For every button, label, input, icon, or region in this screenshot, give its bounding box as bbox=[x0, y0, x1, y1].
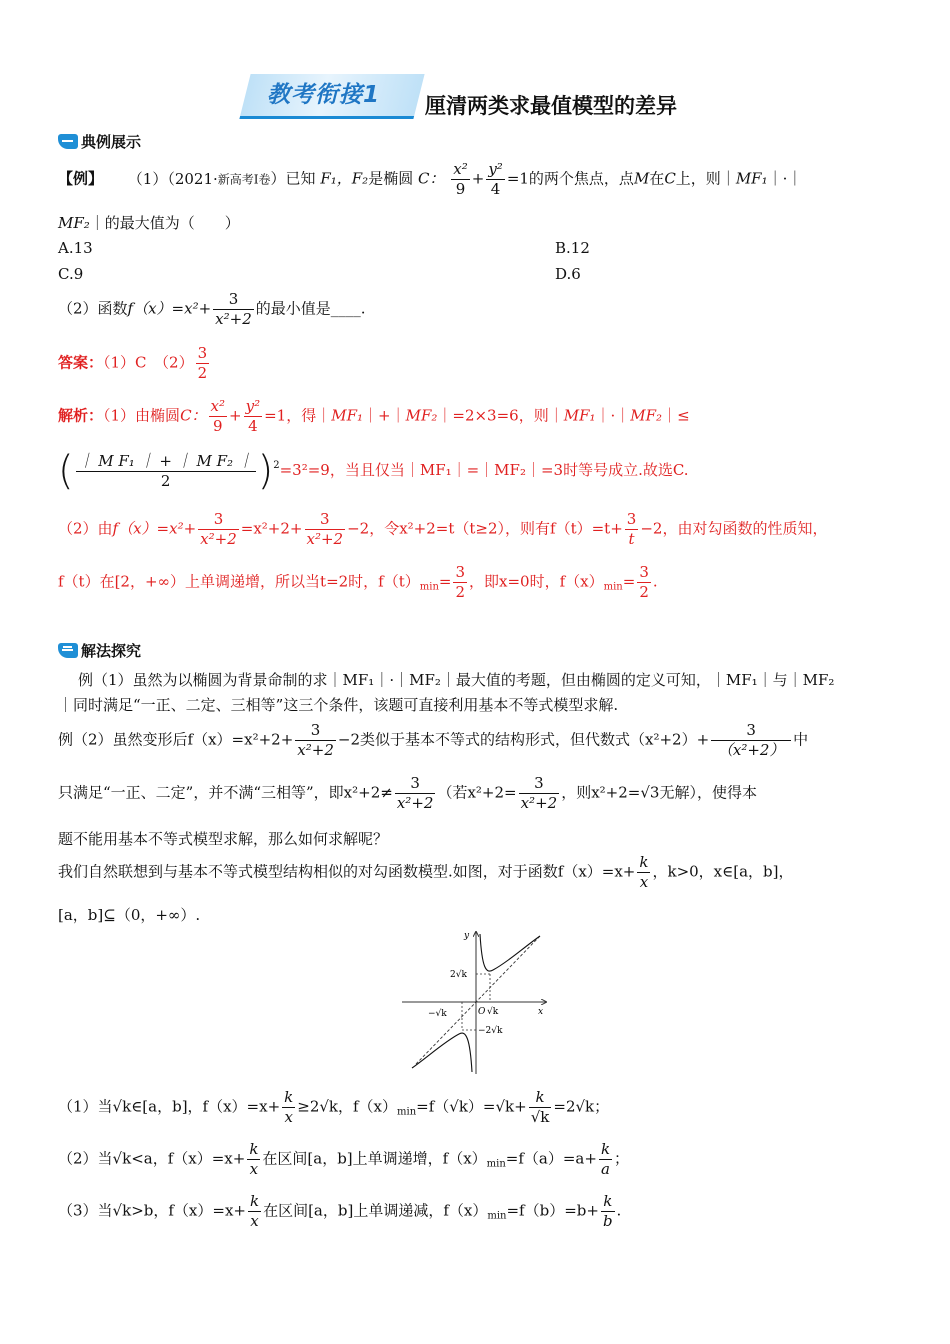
y-axis-label: y bbox=[464, 931, 470, 941]
analysis-line2: ( $\frac{\text{｜ M F₁ ｜ + ｜ M F₂ ｜}}{2}$ )$^2$=3²=9，当且仅当｜MF₁｜=｜MF₂｜=3时等号成立.故选C. bbox=[58, 448, 689, 494]
case-1: （1）当√k∈[a，b]，f（x）=x+ $\frac{k}{x}$ ≥2√k，$f(x)_{min}=f(√k)=√k+$ $\frac{k}{√k}$ =2√k； bbox=[58, 1088, 610, 1126]
explore-p1a: 例（1）虽然为以椭圆为背景命制的求｜MF₁｜·｜MF₂｜最大值的考题，但由椭圆的定义可知，｜MF₁｜与｜MF₂ bbox=[78, 671, 835, 689]
option-d: D.6 bbox=[555, 265, 581, 283]
explore-p1b: ｜同时满足“一正、二定、三相等”这三个条件，该题可直接利用基本不等式模型求解. bbox=[58, 696, 619, 714]
page-title: 厘清两类求最值模型的差异 bbox=[425, 94, 677, 118]
analysis-line3: （2）由f（x）=x²+ $\frac{3}{\text{x²+2}}$ =x²+2+ $\frac{3}{\text{x²+2}}$ −2，令x²+2=t（t≥2），则有f（t）=t+ $\frac{3}{t}$ −2，由对勾函数的性质知， bbox=[58, 510, 828, 548]
option-a: A.13 bbox=[58, 239, 93, 257]
section-heading-examples: 典例展示 bbox=[58, 131, 141, 152]
x-axis-label: x bbox=[538, 1007, 544, 1017]
section-two-icon bbox=[58, 643, 78, 658]
hook-function-graph bbox=[398, 928, 554, 1078]
answer-line: 答案：（1）C （2） $\frac{3}{2}$ bbox=[58, 344, 208, 382]
origin-label: O bbox=[478, 1007, 486, 1017]
analysis-line4: f（t）在[2，+∞）上单调递增，所以当t=2时，$f(t)_{min}=$ $\frac{3}{2}$ ，即x=0时，$f(x)_{min}=$ $\frac{3}{2}$ . bbox=[58, 563, 658, 601]
option-b: B.12 bbox=[555, 239, 590, 257]
explore-p5: 我们自然联想到与基本不等式模型结构相似的对勾函数模型.如图，对于函数f（x）=x+ $\frac{k}{x}$ ，k>0，x∈[a，b]， bbox=[58, 853, 794, 891]
explore-p6: [a，b]⊆（0，+∞）. bbox=[58, 906, 201, 924]
tick-root-k: √k bbox=[487, 1007, 499, 1017]
explore-p4: 题不能用基本不等式模型求解，那么如何求解呢？ bbox=[58, 830, 389, 848]
title-banner bbox=[245, 74, 715, 122]
section-heading-methods: 解法探究 bbox=[58, 640, 141, 661]
badge-label: 教考衔接1 bbox=[267, 82, 381, 108]
analysis-line1: 解析：（1）由椭圆C： $\frac{\text{x²}}{9}$ + $\frac{\text{y²}}{4}$ =1，得｜MF₁｜+｜MF₂｜=2×3=6，则｜MF₁｜·｜MF₂｜≤ bbox=[58, 397, 690, 435]
tick-neg-2-root-k: −2√k bbox=[478, 1026, 503, 1036]
case-2: （2）当√k<a，f（x）=x+ $\frac{k}{x}$ 在区间[a，b]上单调递增，$f(x)_{min}=f(a)=a+$ $\frac{k}{a}$ ； bbox=[58, 1140, 630, 1178]
curve-left-branch bbox=[412, 1033, 472, 1072]
tick-neg-root-k: −√k bbox=[428, 1009, 447, 1019]
case-3: （3）当√k>b，f（x）=x+ $\frac{k}{x}$ 在区间[a，b]上单调递减，$f(x)_{min}=f(b)=b+$ $\frac{k}{b}$ . bbox=[58, 1192, 622, 1230]
section-one-icon bbox=[58, 134, 78, 149]
tick-2-root-k: 2√k bbox=[450, 970, 467, 980]
curve-right-branch bbox=[480, 934, 540, 971]
asymptote-line bbox=[416, 936, 540, 1064]
example-q2: （2）函数f（x）=x²+ $\frac{3}{\text{x²+2}}$ 的最小值是____. bbox=[58, 290, 366, 328]
example-q1-line2: MF₂｜的最大值为（ ） bbox=[58, 214, 240, 232]
explore-p2: 例（2）虽然变形后f（x）=x²+2+ $\frac{3}{\text{x²+2}}$ −2类似于基本不等式的结构形式，但代数式（x²+2）+ $\frac{3}{\text{（x²+2）}}$ 中 bbox=[58, 721, 809, 759]
option-c: C.9 bbox=[58, 265, 84, 283]
explore-p3: 只满足“一正、二定”，并不满“三相等”，即x²+2≠ $\frac{3}{\text{x²+2}}$ （若x²+2= $\frac{3}{\text{x²+2}}$ ，则x²+2=√3无解），使得本 bbox=[58, 774, 757, 812]
example-q1-line1: 【例】 （1）（2021·新高考Ⅰ卷）已知 F₁，F₂是椭圆 C： $\frac{\text{x²}}{9}$ + $\frac{\text{y²}}{4}$ =1的两个焦点，点M在C上，则｜MF₁｜·｜ bbox=[58, 160, 803, 198]
